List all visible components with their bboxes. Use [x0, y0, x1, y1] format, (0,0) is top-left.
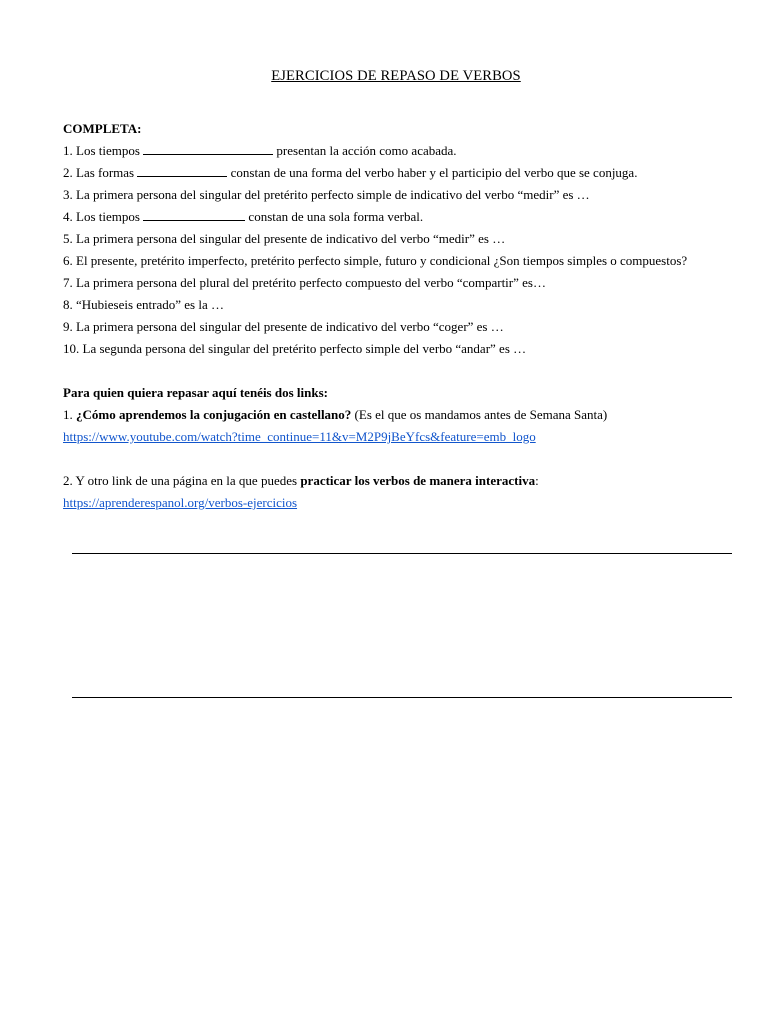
exercise-item: 7. La primera persona del plural del pretérito perfecto compuesto del verbo “compartir” es… [63, 275, 546, 290]
link-title: ¿Cómo aprendemos la conjugación en castellano? [76, 407, 352, 422]
answer-blank[interactable] [137, 163, 227, 177]
link-suffix: : [535, 473, 539, 488]
document-body [63, 118, 743, 514]
exercise-item: 8. “Hubieseis entrado” es la … [63, 297, 225, 312]
links-intro: Para quien quiera repasar aquí tenéis dos links: [63, 385, 328, 400]
horizontal-divider [72, 697, 732, 698]
exercise-item: 3. La primera persona del singular del pretérito perfecto simple de indicativo del verbo “medir” es … [63, 187, 590, 202]
link-prefix: 2. Y otro link de una página en la que puedes [63, 473, 301, 488]
exercise-text: presentan la acción como acabada. [273, 143, 457, 158]
link-description [63, 470, 743, 492]
link-description [63, 404, 743, 426]
answer-blank[interactable] [143, 207, 245, 221]
exercise-text: 1. Los tiempos [63, 143, 144, 158]
exercise-text: 4. Los tiempos [63, 209, 144, 224]
exercise-text: 2. Las formas [63, 165, 138, 180]
spacer [63, 448, 743, 470]
youtube-link[interactable]: https://www.youtube.com/watch?time_continue=11&v=M2P9jBeYfcs&feature=emb_logo [63, 429, 536, 444]
exercise-text: constan de una forma del verbo haber y el participio del verbo que se conjuga. [227, 165, 638, 180]
exercise-item [63, 162, 743, 184]
exercise-item: 10. La segunda persona del singular del pretérito perfecto simple del verbo “andar” es … [63, 341, 527, 356]
exercise-text: constan de una sola forma verbal. [245, 209, 424, 224]
exercise-item [63, 206, 743, 228]
link-title: practicar los verbos de manera interactiva [300, 473, 536, 488]
page-title: EJERCICIOS DE REPASO DE VERBOS [271, 68, 521, 84]
exercise-item: 6. El presente, pretérito imperfecto, pretérito perfecto simple, futuro y condicional ¿Son tiempos simples o compuestos? [63, 253, 688, 268]
link-suffix: (Es el que os mandamos antes de Semana Santa) [351, 407, 608, 422]
link-prefix: 1. [63, 407, 76, 422]
horizontal-divider [72, 553, 732, 554]
spacer [63, 360, 743, 382]
exercise-item: 9. La primera persona del singular del presente de indicativo del verbo “coger” es … [63, 319, 504, 334]
section-heading: COMPLETA: [63, 121, 142, 136]
exercises-link[interactable]: https://aprenderespanol.org/verbos-ejercicios [63, 495, 298, 510]
exercise-item [63, 140, 743, 162]
answer-blank[interactable] [143, 141, 273, 155]
exercise-item: 5. La primera persona del singular del presente de indicativo del verbo “medir” es … [63, 231, 506, 246]
